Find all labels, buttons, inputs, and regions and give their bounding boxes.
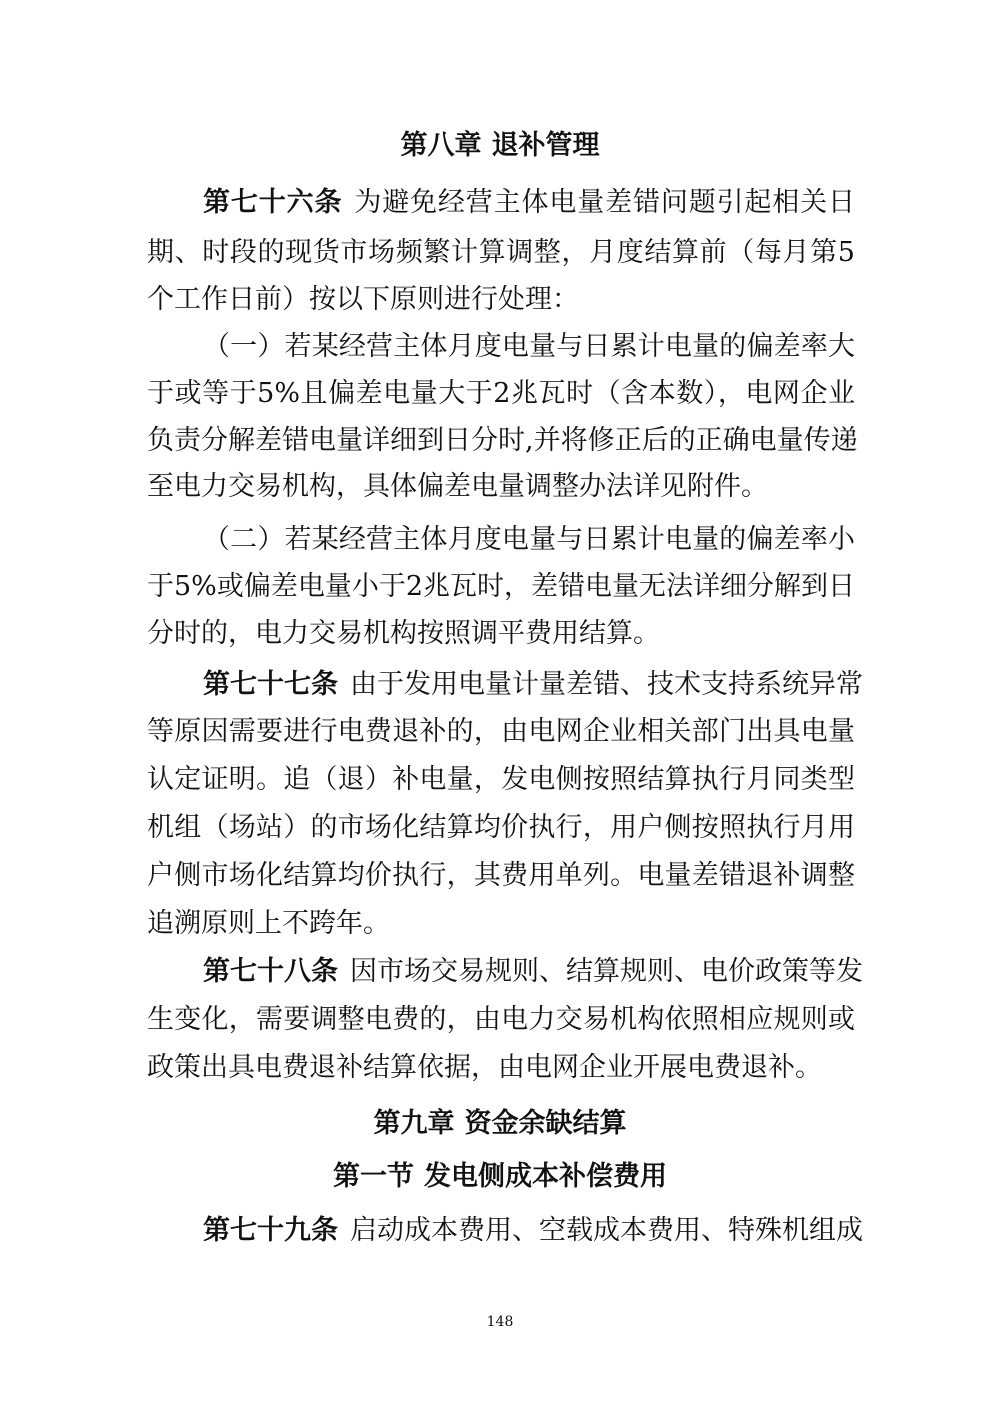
paragraph-line: （二）若某经营主体月度电量与日累计电量的偏差率小	[203, 524, 855, 555]
article-label: 第七十六条	[203, 187, 343, 218]
paragraph-line: 政策出具电费退补结算依据，由电网企业开展电费退补。	[147, 1052, 822, 1083]
section-heading	[0, 1159, 1000, 1195]
paragraph-line: 户侧市场化结算均价执行，其费用单列。电量差错退补调整	[147, 860, 855, 891]
article-text: 由于发用电量计量差错、技术支持系统异常	[350, 669, 863, 700]
paragraph-line: 于或等于5%且偏差电量大于2兆瓦时（含本数），电网企业	[147, 378, 855, 409]
article-text: 因市场交易规则、结算规则、电价政策等发	[350, 956, 863, 987]
chapter-heading	[0, 1106, 1000, 1142]
article-label: 第七十九条	[203, 1215, 338, 1246]
paragraph-line: （一）若某经营主体月度电量与日累计电量的偏差率大	[203, 331, 855, 362]
chapter-title: 退补管理	[491, 130, 600, 161]
article-label: 第七十七条	[203, 669, 338, 700]
page-number: 148	[486, 1314, 514, 1330]
paragraph-line: 认定证明。追（退）补电量，发电侧按照结算执行月同类型	[147, 764, 855, 795]
article-78-line	[203, 952, 863, 992]
paragraph-line: 追溯原则上不跨年。	[147, 908, 390, 939]
chapter-title: 资金余缺结算	[464, 1108, 627, 1139]
article-77-line	[203, 665, 863, 705]
chapter-number: 第八章	[400, 130, 482, 161]
article-label: 第七十八条	[203, 956, 338, 987]
paragraph-line: 等原因需要进行电费退补的，由电网企业相关部门出具电量	[147, 716, 855, 747]
paragraph-line: 生变化，需要调整电费的，由电力交易机构依照相应规则或	[147, 1004, 855, 1035]
article-text: 为避免经营主体电量差错问题引起相关日	[354, 187, 856, 218]
section-title: 发电侧成本补偿费用	[424, 1161, 667, 1192]
article-text: 启动成本费用、空载成本费用、特殊机组成	[350, 1215, 863, 1246]
section-number: 第一节	[333, 1161, 414, 1192]
paragraph-line: 负责分解差错电量详细到日分时,并将修正后的正确电量传递	[147, 425, 858, 456]
chapter-heading	[0, 128, 1000, 164]
paragraph-line: 个工作日前）按以下原则进行处理：	[147, 284, 579, 315]
paragraph-line: 期、时段的现货市场频繁计算调整，月度结算前（每月第5	[147, 237, 855, 268]
article-76-line	[203, 183, 855, 223]
paragraph-line: 机组（场站）的市场化结算均价执行，用户侧按照执行月用	[147, 812, 855, 843]
paragraph-line: 于5%或偏差电量小于2兆瓦时，差错电量无法详细分解到日	[147, 571, 856, 602]
chapter-number: 第九章	[373, 1108, 455, 1139]
article-79-line	[203, 1211, 863, 1251]
paragraph-line: 分时的，电力交易机构按照调平费用结算。	[147, 618, 660, 649]
paragraph-line: 至电力交易机构，具体偏差电量调整办法详见附件。	[147, 471, 768, 502]
